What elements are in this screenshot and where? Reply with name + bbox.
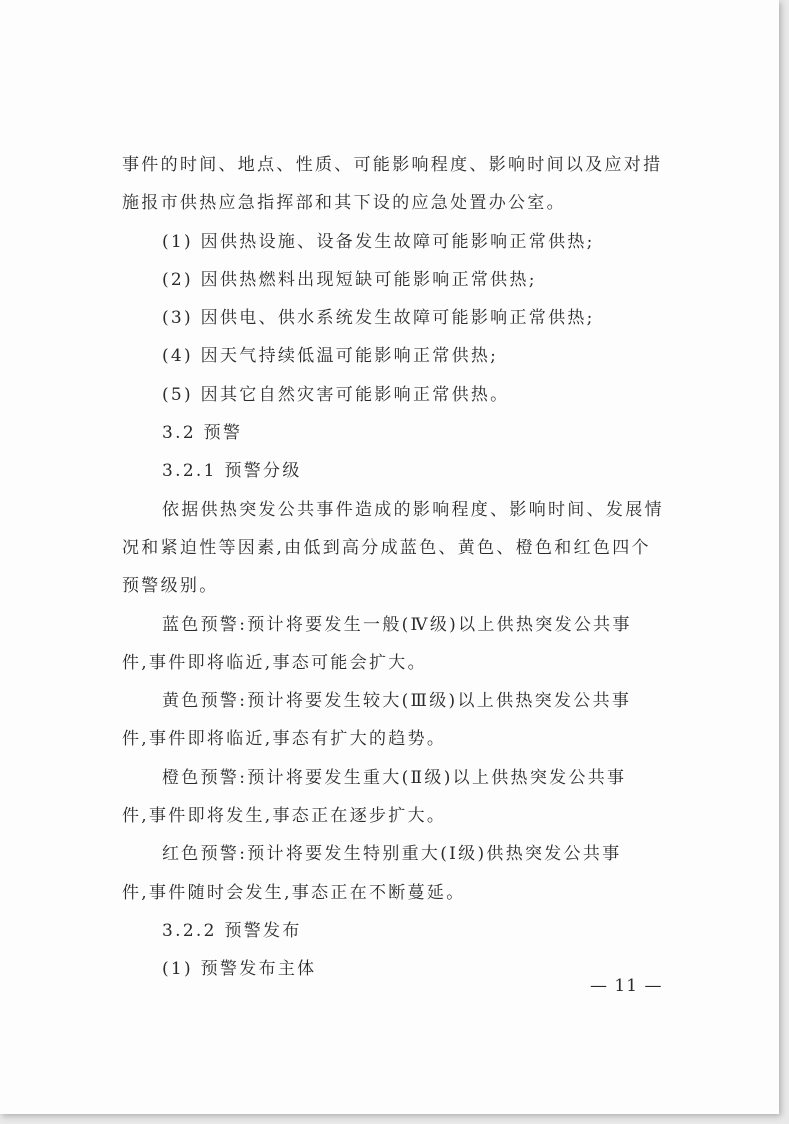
list-item: (1) 预警发布主体 xyxy=(162,959,317,980)
subsection-heading: 3.2.2 预警发布 xyxy=(162,920,302,941)
text-line: 件,事件即将临近,事态可能会扩大。 xyxy=(122,652,427,673)
text-line: 件,事件即将临近,事态有扩大的趋势。 xyxy=(122,729,447,750)
subsection-heading: 3.2.1 预警分级 xyxy=(162,461,302,482)
text-line: 况和紧迫性等因素,由低到高分成蓝色、黄色、橙色和红色四个 xyxy=(122,537,651,558)
document-body xyxy=(122,146,690,989)
section-heading: 3.2 预警 xyxy=(162,423,243,444)
text-line: 施报市供热应急指挥部和其下设的应急处置办公室。 xyxy=(122,193,566,214)
text-line: 蓝色预警:预计将要发生一般(Ⅳ级)以上供热突发公共事 xyxy=(162,614,632,635)
text-line: 橙色预警:预计将要发生重大(Ⅱ级)以上供热突发公共事 xyxy=(162,767,627,788)
page-number: — 11 — xyxy=(590,976,663,996)
list-item: (1) 因供热设施、设备发生故障可能影响正常供热; xyxy=(162,231,595,252)
text-line: 件,事件即将发生,事态正在逐步扩大。 xyxy=(122,806,447,827)
text-line: 红色预警:预计将要发生特别重大(Ⅰ级)供热突发公共事 xyxy=(162,844,622,865)
list-item: (4) 因天气持续低温可能影响正常供热; xyxy=(162,346,499,367)
text-line: 预警级别。 xyxy=(122,576,219,597)
text-line: 事件的时间、地点、性质、可能影响程度、影响时间以及应对措 xyxy=(122,155,663,175)
text-line: 黄色预警:预计将要发生较大(Ⅲ级)以上供热突发公共事 xyxy=(162,691,632,712)
text-line: 件,事件随时会发生,事态正在不断蔓延。 xyxy=(122,882,466,903)
list-item: (2) 因供热燃料出现短缺可能影响正常供热; xyxy=(162,269,537,290)
list-item: (3) 因供电、供水系统发生故障可能影响正常供热; xyxy=(162,308,595,329)
text-line: 依据供热突发公共事件造成的影响程度、影响时间、发展情 xyxy=(162,499,664,520)
list-item: (5) 因其它自然灾害可能影响正常供热。 xyxy=(162,384,510,405)
